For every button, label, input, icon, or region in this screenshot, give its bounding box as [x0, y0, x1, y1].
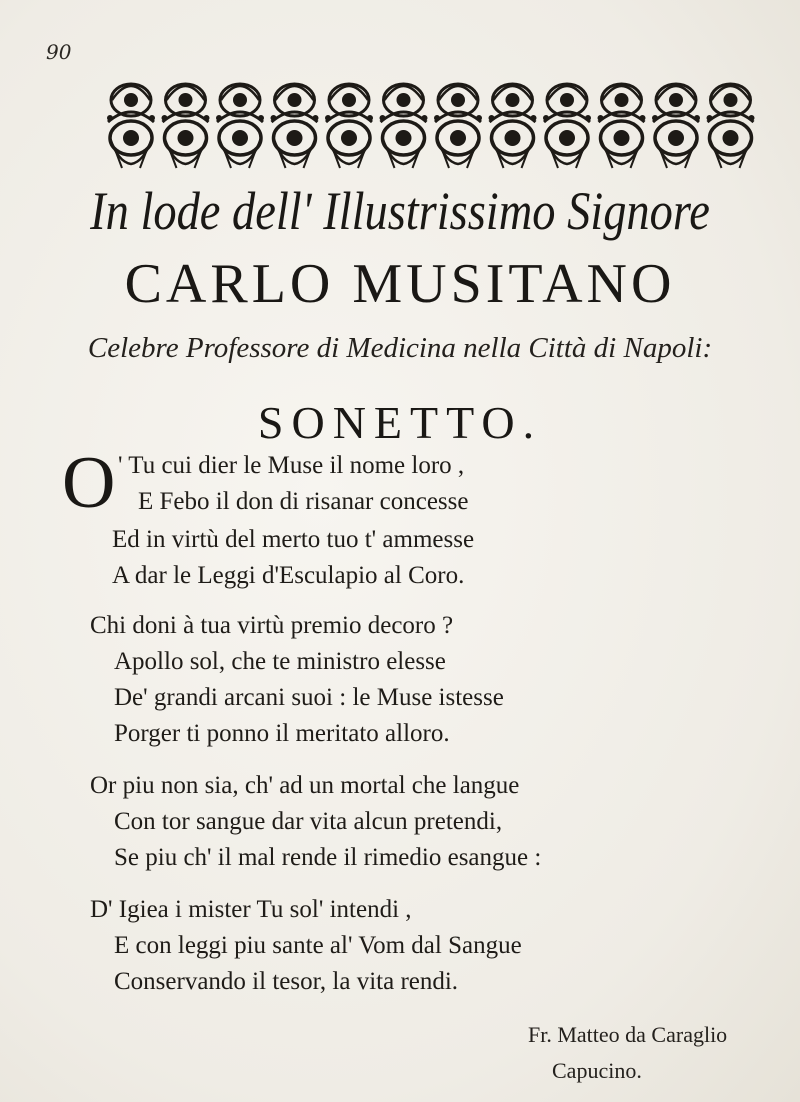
poem-line: Apollo sol, che te ministro elesse — [114, 648, 446, 675]
title-honoree-description: Celebre Professore di Medicina nella Città di Napoli: — [87, 332, 713, 364]
poem-line: ' Tu cui dier le Muse il nome loro , — [118, 452, 465, 479]
poem-line: D' Igiea i mister Tu sol' intendi , — [90, 896, 412, 923]
page-number: 90 — [46, 40, 72, 64]
poem-line: Conservando il tesor, la vita rendi. — [114, 968, 459, 995]
signature-order: Capucino. — [552, 1058, 642, 1083]
poem-line: Chi doni à tua virtù premio decoro ? — [90, 612, 454, 639]
floral-headpiece-ornament-icon — [104, 72, 758, 172]
poem-line: E Febo il don di risanar concesse — [138, 488, 469, 515]
poem-line: Con tor sangue dar vita alcun pretendi, — [114, 808, 503, 835]
title-sonetto: SONETTO. — [257, 397, 543, 448]
title-dedication: In lode dell' Illustrissimo Signore — [90, 181, 710, 241]
signature-name: Fr. Matteo da Caraglio — [528, 1022, 728, 1047]
title-honoree-name: CARLO MUSITANO — [124, 253, 676, 315]
poem-line: Se piu ch' il mal rende il rimedio esangue : — [114, 844, 542, 871]
poem-line: A dar le Leggi d'Esculapio al Coro. — [112, 562, 465, 589]
poem-line: Or piu non sia, ch' ad un mortal che langue — [90, 772, 520, 799]
poem-line: Porger ti ponno il meritato alloro. — [114, 720, 450, 747]
poem-line: De' grandi arcani suoi : le Muse istesse — [114, 684, 504, 711]
poem-line: E con leggi piu sante al' Vom dal Sangue — [114, 932, 522, 959]
poem-line: Ed in virtù del merto tuo t' ammesse — [112, 526, 475, 553]
drop-capital: O — [62, 442, 116, 524]
